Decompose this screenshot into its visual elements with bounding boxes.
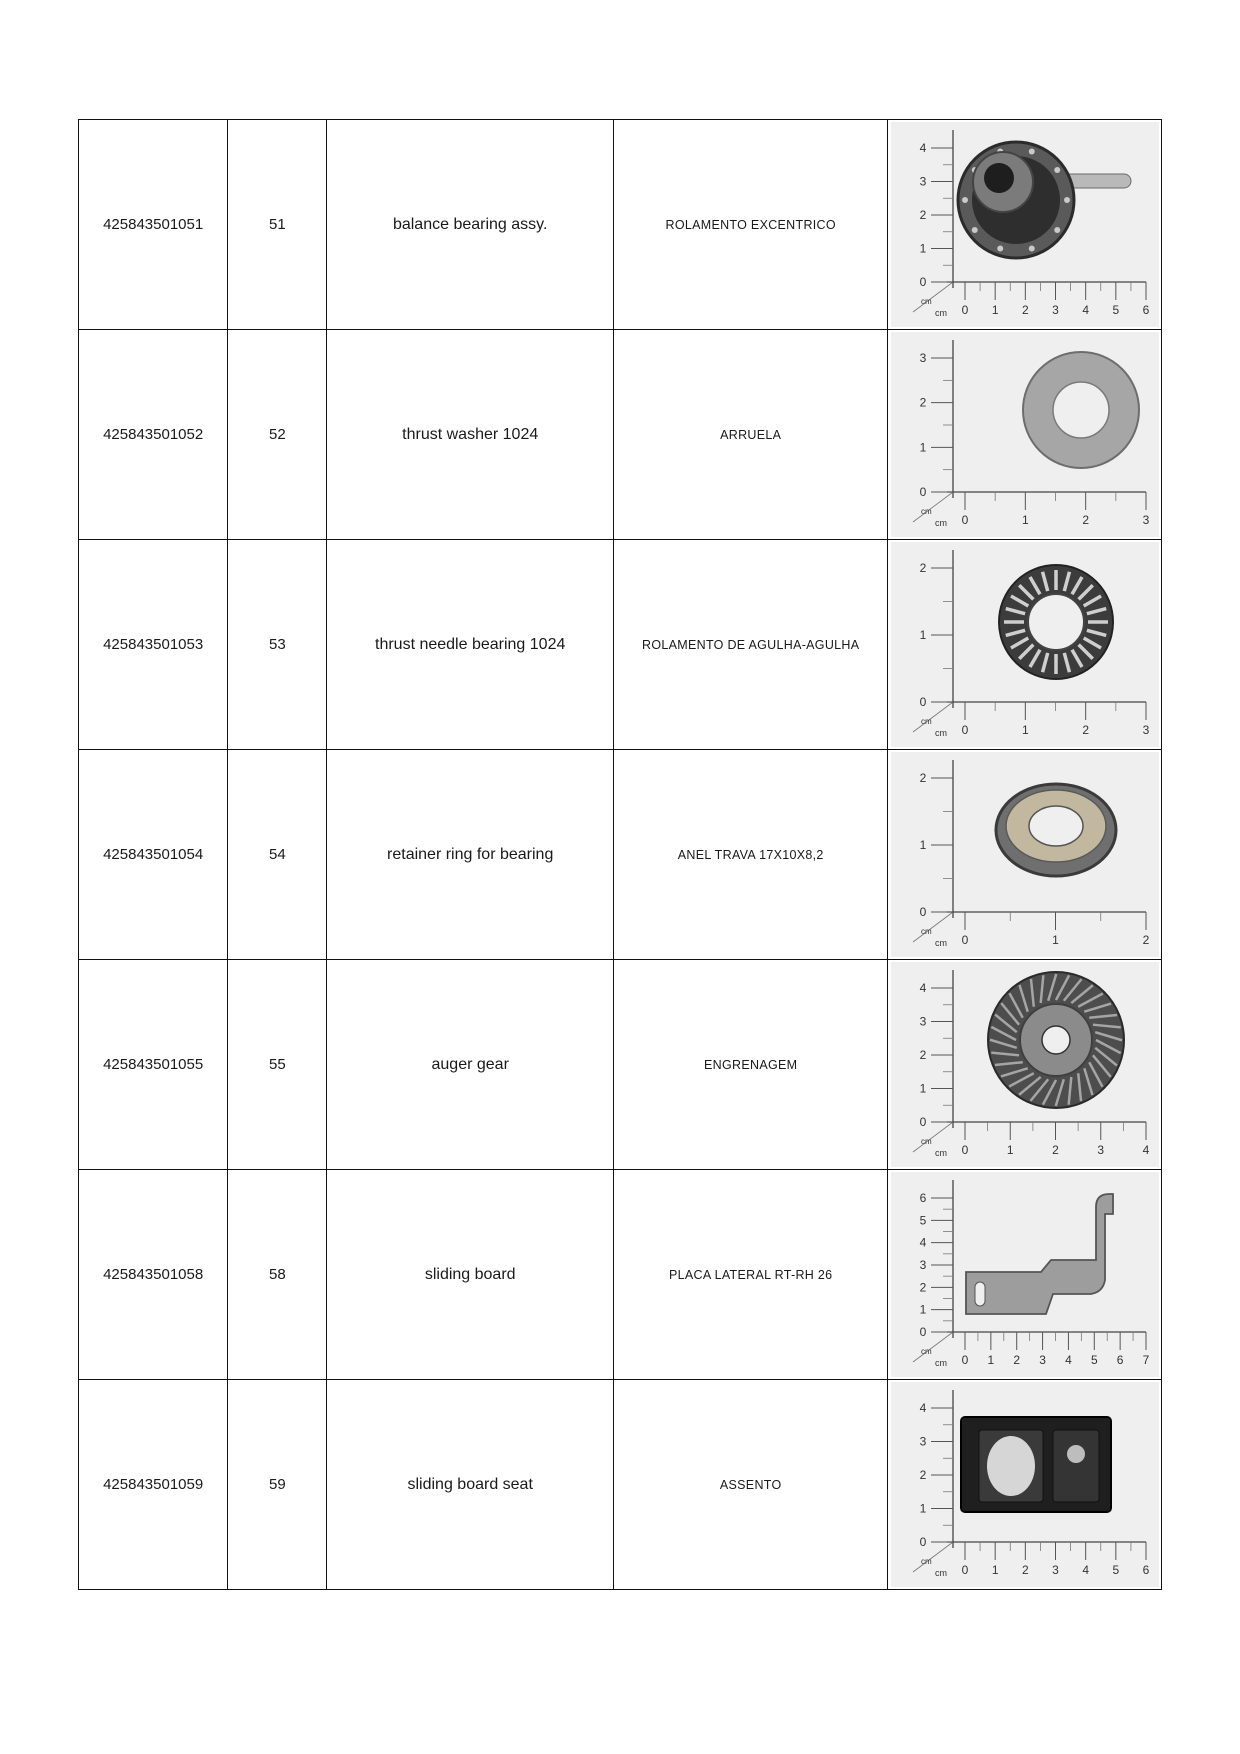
- ring-bore: [1029, 806, 1083, 846]
- part-name-en: balance bearing assy.: [327, 120, 614, 330]
- part-name-pt: ARRUELA: [613, 330, 888, 540]
- ruler-x-label: 6: [1116, 1353, 1124, 1367]
- ruler-y-label: 1: [919, 1302, 927, 1317]
- plate-slot: [975, 1282, 985, 1306]
- hub-bore: [984, 163, 1014, 193]
- ruler-x-label: 3: [1038, 1353, 1046, 1367]
- ruler-y-label: 1: [919, 1081, 927, 1096]
- ruler-y-label: 0: [919, 275, 927, 289]
- ruler-y-label: 4: [919, 981, 927, 995]
- part-name-en: sliding board: [327, 1170, 614, 1380]
- ruler-x-label: 1: [1021, 723, 1029, 737]
- ruler-unit-label: cm: [934, 518, 947, 528]
- ruler-unit-label: cm: [934, 308, 947, 318]
- ruler-x-label: 0: [961, 1143, 969, 1157]
- ruler-y-label: 0: [919, 485, 927, 499]
- seat-hole: [1067, 1445, 1085, 1463]
- part-photo: [891, 122, 1159, 327]
- part-name-pt: ASSENTO: [613, 1380, 888, 1590]
- ruler-unit-label: cm: [920, 1347, 932, 1356]
- part-photo: [891, 1382, 1159, 1587]
- part-code: 425843501051: [79, 120, 228, 330]
- part-illustration: [1023, 352, 1139, 468]
- bearing-ball: [1064, 197, 1070, 203]
- ruler-y-label: 2: [919, 1468, 927, 1482]
- ruler-y-label: 2: [919, 771, 927, 785]
- bearing-ball: [1054, 227, 1060, 233]
- ruler-unit-label: cm: [934, 938, 947, 948]
- seat-opening: [987, 1436, 1035, 1496]
- part-name-pt: ANEL TRAVA 17X10X8,2: [613, 750, 888, 960]
- ruler-y-label: 1: [919, 241, 927, 256]
- ruler-x-label: 0: [961, 1353, 969, 1367]
- ruler-x-label: 2: [1082, 513, 1089, 527]
- ruler-y-label: 2: [919, 561, 927, 575]
- part-name-pt: ENGRENAGEM: [613, 960, 888, 1170]
- ruler-y-label: 0: [919, 1325, 927, 1339]
- table-row: [79, 120, 1162, 330]
- ruler-y-label: 6: [919, 1191, 927, 1205]
- ruler-x-label: 5: [1112, 1563, 1119, 1577]
- part-photo: [891, 1172, 1159, 1377]
- ruler-x-label: 6: [1142, 303, 1150, 317]
- part-photo-cell: [888, 960, 1162, 1170]
- ruler-y-label: 2: [919, 1048, 927, 1062]
- parts-table: [78, 119, 1162, 1590]
- part-photo: [891, 962, 1159, 1167]
- washer-hole: [1053, 382, 1109, 438]
- ruler-y-label: 3: [919, 351, 927, 365]
- table-row: [79, 750, 1162, 960]
- ruler-x-label: 1: [1006, 1143, 1014, 1157]
- ruler-x-label: 1: [991, 303, 999, 317]
- ruler-y-label: 5: [919, 1213, 927, 1228]
- ruler-y-label: 3: [919, 174, 927, 189]
- ruler-x-label: 2: [1021, 1563, 1029, 1577]
- part-name-en: thrust needle bearing 1024: [327, 540, 614, 750]
- ruler-y-label: 0: [919, 905, 927, 919]
- part-photo: [891, 752, 1159, 957]
- part-number: 54: [228, 750, 327, 960]
- ruler-y-label: 4: [919, 1401, 927, 1415]
- ruler-x-label: 2: [1082, 723, 1089, 737]
- ruler-x-label: 4: [1082, 1563, 1089, 1577]
- part-illustration: [996, 784, 1116, 876]
- ruler-x-label: 4: [1064, 1353, 1072, 1367]
- ruler-x-label: 2: [1051, 1143, 1059, 1157]
- part-name-en: sliding board seat: [327, 1380, 614, 1590]
- part-illustration: [961, 1417, 1111, 1512]
- ruler-x-label: 1: [1021, 513, 1029, 527]
- part-name-en: retainer ring for bearing: [327, 750, 614, 960]
- part-number: 59: [228, 1380, 327, 1590]
- part-photo-cell: [888, 120, 1162, 330]
- bearing-ball: [1028, 246, 1034, 252]
- part-name-pt: ROLAMENTO EXCENTRICO: [613, 120, 888, 330]
- ruler-y-label: 3: [919, 1258, 927, 1272]
- table-row: [79, 540, 1162, 750]
- ruler-y-label: 2: [919, 395, 927, 410]
- ruler-x-label: 2: [1142, 933, 1150, 947]
- ruler-y-label: 1: [919, 1501, 927, 1516]
- gear-bore: [1042, 1026, 1070, 1054]
- ruler-unit-label: cm: [920, 297, 932, 306]
- part-name-en: auger gear: [327, 960, 614, 1170]
- ruler-x-label: 1: [991, 1563, 999, 1577]
- ruler-y-label: 0: [919, 1535, 927, 1549]
- ruler-x-label: 3: [1142, 723, 1150, 737]
- ruler-x-label: 2: [1021, 303, 1029, 317]
- ruler-x-label: 2: [1013, 1353, 1020, 1367]
- ruler-x-label: 0: [961, 723, 969, 737]
- table-row: [79, 960, 1162, 1170]
- ruler-y-label: 1: [919, 628, 927, 642]
- part-photo-cell: [888, 1380, 1162, 1590]
- part-code: 425843501053: [79, 540, 228, 750]
- ruler-x-label: 0: [961, 303, 969, 317]
- part-photo: [891, 542, 1159, 747]
- ruler-unit-label: cm: [920, 1137, 932, 1146]
- ruler-x-label: 4: [1142, 1143, 1150, 1157]
- ruler-unit-label: cm: [934, 728, 947, 738]
- ruler-unit-label: cm: [920, 507, 932, 516]
- table-row: [79, 330, 1162, 540]
- part-photo-cell: [888, 1170, 1162, 1380]
- ruler-x-label: 3: [1097, 1143, 1104, 1157]
- ruler-y-label: 2: [919, 1280, 927, 1295]
- ruler-x-label: 3: [1142, 513, 1150, 527]
- part-name-pt: PLACA LATERAL RT-RH 26: [613, 1170, 888, 1380]
- ruler-y-label: 4: [919, 1235, 927, 1250]
- ruler-x-label: 3: [1051, 303, 1059, 317]
- needle-bore: [1028, 594, 1084, 650]
- part-name-en: thrust washer 1024: [327, 330, 614, 540]
- ruler-y-label: 3: [919, 1434, 927, 1449]
- part-code: 425843501052: [79, 330, 228, 540]
- ruler-y-label: 2: [919, 208, 927, 222]
- ruler-x-label: 7: [1142, 1353, 1150, 1367]
- ruler-unit-label: cm: [934, 1358, 947, 1368]
- part-code: 425843501054: [79, 750, 228, 960]
- ruler-x-label: 0: [961, 933, 969, 947]
- ruler-x-label: 5: [1112, 303, 1119, 317]
- ruler-unit-label: cm: [934, 1568, 947, 1578]
- seat-window-right: [1053, 1430, 1099, 1502]
- bearing-ball: [997, 246, 1003, 252]
- table-row: [79, 1170, 1162, 1380]
- ruler-unit-label: cm: [920, 1557, 932, 1566]
- ruler-y-label: 3: [919, 1014, 927, 1029]
- bearing-ball: [971, 227, 977, 233]
- ruler-x-label: 3: [1051, 1563, 1059, 1577]
- bearing-ball: [962, 197, 968, 203]
- part-photo-cell: [888, 750, 1162, 960]
- part-code: 425843501059: [79, 1380, 228, 1590]
- part-illustration: [988, 972, 1124, 1108]
- part-number: 58: [228, 1170, 327, 1380]
- part-code: 425843501055: [79, 960, 228, 1170]
- ruler-unit-label: cm: [920, 927, 932, 936]
- ruler-x-label: 1: [1051, 933, 1059, 947]
- ruler-unit-label: cm: [920, 717, 932, 726]
- ruler-x-label: 6: [1142, 1563, 1150, 1577]
- part-photo-cell: [888, 540, 1162, 750]
- part-number: 55: [228, 960, 327, 1170]
- ruler-y-label: 1: [919, 838, 927, 852]
- ruler-y-label: 0: [919, 695, 927, 709]
- part-photo: [891, 332, 1159, 537]
- ruler-x-label: 4: [1082, 303, 1089, 317]
- ruler-x-label: 1: [987, 1353, 994, 1367]
- part-photo-cell: [888, 330, 1162, 540]
- bearing-ball: [1054, 167, 1060, 173]
- ruler-unit-label: cm: [934, 1148, 947, 1158]
- part-illustration: [999, 565, 1113, 679]
- part-number: 51: [228, 120, 327, 330]
- part-number: 53: [228, 540, 327, 750]
- part-number: 52: [228, 330, 327, 540]
- part-code: 425843501058: [79, 1170, 228, 1380]
- ruler-x-label: 0: [961, 1563, 969, 1577]
- ruler-y-label: 1: [919, 440, 927, 455]
- ruler-y-label: 4: [919, 141, 927, 155]
- bearing-ball: [1028, 148, 1034, 154]
- ruler-x-label: 0: [961, 513, 969, 527]
- ruler-x-label: 5: [1090, 1353, 1098, 1367]
- table-row: [79, 1380, 1162, 1590]
- ruler-y-label: 0: [919, 1115, 927, 1129]
- part-name-pt: ROLAMENTO DE AGULHA-AGULHA: [613, 540, 888, 750]
